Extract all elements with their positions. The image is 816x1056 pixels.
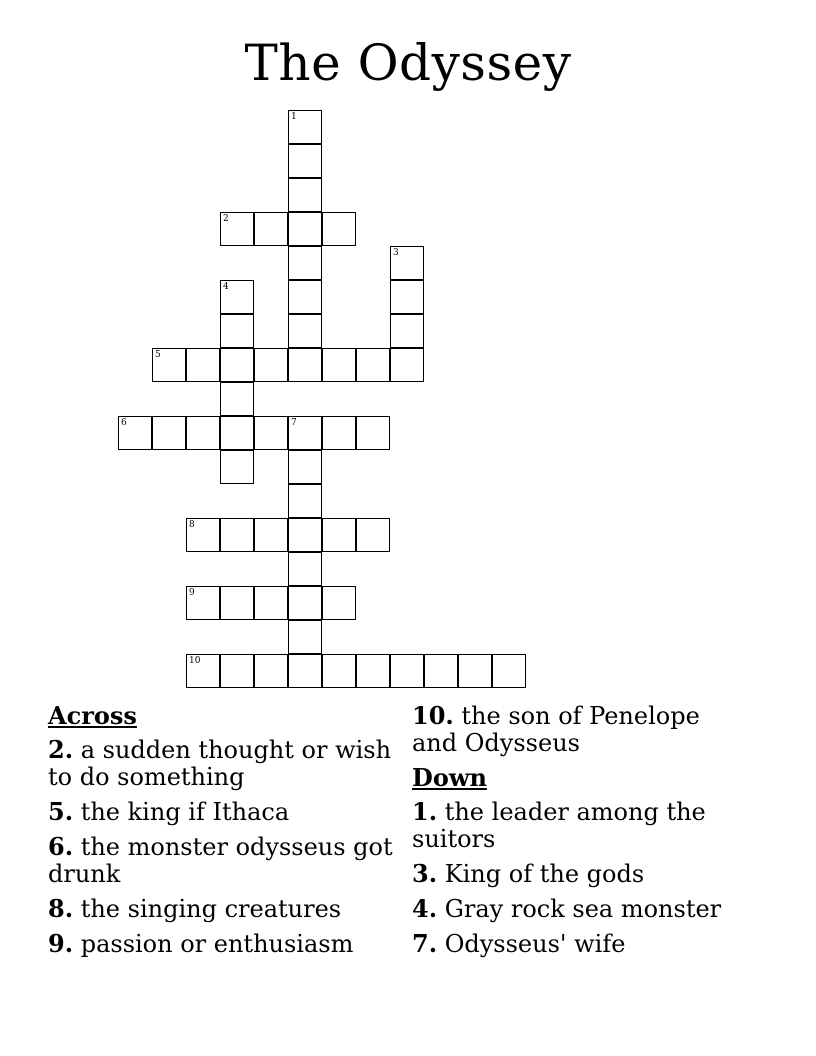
clue-number: 4.: [412, 894, 438, 923]
crossword-cell[interactable]: [288, 450, 322, 484]
crossword-cell[interactable]: [220, 518, 254, 552]
crossword-cell[interactable]: [254, 518, 288, 552]
clue-across-10: [412, 702, 742, 757]
crossword-cell[interactable]: [356, 654, 390, 688]
clue-number: 7.: [412, 929, 438, 958]
crossword-cell[interactable]: [288, 518, 322, 552]
clues-column-left: [48, 702, 398, 965]
clue-across-2: [48, 736, 398, 791]
crossword-cell[interactable]: [322, 212, 356, 246]
crossword-cell[interactable]: [492, 654, 526, 688]
crossword-cell[interactable]: [288, 416, 322, 450]
crossword-cell[interactable]: [186, 654, 220, 688]
crossword-cell[interactable]: [254, 586, 288, 620]
crossword-cell[interactable]: [288, 110, 322, 144]
crossword-cell[interactable]: [220, 654, 254, 688]
clue-text: a sudden thought or wish to do something: [48, 736, 392, 791]
clue-across-8: [48, 895, 398, 923]
crossword-cell[interactable]: [288, 178, 322, 212]
crossword-cell[interactable]: [254, 212, 288, 246]
crossword-cell[interactable]: [220, 212, 254, 246]
crossword-cell[interactable]: [254, 416, 288, 450]
crossword-cell[interactable]: [288, 552, 322, 586]
cell-number: 3: [393, 248, 399, 258]
cell-number: 2: [223, 214, 229, 224]
crossword-cell[interactable]: [288, 586, 322, 620]
clue-text: the leader among the suitors: [412, 798, 706, 853]
crossword-cell[interactable]: [186, 416, 220, 450]
down-heading: Down: [412, 763, 487, 792]
crossword-cell[interactable]: [186, 348, 220, 382]
clue-across-5: [48, 798, 398, 826]
crossword-cell[interactable]: [186, 518, 220, 552]
crossword-cell[interactable]: [390, 280, 424, 314]
clue-text: Gray rock sea monster: [444, 895, 722, 923]
clue-number: 9.: [48, 929, 74, 958]
cell-number: 7: [291, 418, 297, 428]
cell-number: 5: [155, 350, 161, 360]
crossword-cell[interactable]: [390, 654, 424, 688]
clue-text: the king if Ithaca: [80, 798, 290, 826]
crossword-cell[interactable]: [356, 518, 390, 552]
crossword-cell[interactable]: [254, 654, 288, 688]
crossword-cell[interactable]: [322, 654, 356, 688]
crossword-cell[interactable]: [288, 348, 322, 382]
crossword-cell[interactable]: [186, 586, 220, 620]
crossword-cell[interactable]: [356, 416, 390, 450]
crossword-cell[interactable]: [322, 348, 356, 382]
crossword-cell[interactable]: [288, 314, 322, 348]
crossword-cell[interactable]: [390, 246, 424, 280]
crossword-cell[interactable]: [220, 348, 254, 382]
clue-number: 2.: [48, 735, 74, 764]
clue-down-4: [412, 895, 742, 923]
cell-number: 4: [223, 282, 229, 292]
crossword-cell[interactable]: [220, 416, 254, 450]
clue-down-7: [412, 930, 742, 958]
clue-number: 1.: [412, 797, 438, 826]
clue-text: the singing creatures: [80, 895, 342, 923]
crossword-cell[interactable]: [220, 314, 254, 348]
crossword-cell[interactable]: [322, 416, 356, 450]
clue-number: 3.: [412, 859, 438, 888]
crossword-cell[interactable]: [152, 416, 186, 450]
crossword-cell[interactable]: [390, 314, 424, 348]
crossword-cell[interactable]: [288, 246, 322, 280]
clues-column-right: [412, 702, 742, 965]
clue-down-1: [412, 798, 742, 853]
puzzle-title: The Odyssey: [244, 34, 572, 92]
crossword-cell[interactable]: [288, 484, 322, 518]
crossword-cell[interactable]: [118, 416, 152, 450]
crossword-cell[interactable]: [288, 620, 322, 654]
clue-text: the son of Penelope and Odysseus: [412, 702, 700, 757]
clue-across-6: [48, 833, 398, 888]
crossword-cell[interactable]: [288, 144, 322, 178]
clue-number: 6.: [48, 832, 74, 861]
crossword-cell[interactable]: [322, 586, 356, 620]
crossword-cell[interactable]: [220, 280, 254, 314]
cell-number: 8: [189, 520, 195, 530]
clue-text: passion or enthusiasm: [80, 930, 354, 958]
crossword-cell[interactable]: [322, 518, 356, 552]
clue-text: the monster odysseus got drunk: [48, 833, 393, 888]
across-heading: Across: [48, 701, 137, 730]
cell-number: 1: [291, 112, 297, 122]
crossword-cell[interactable]: [220, 382, 254, 416]
crossword-cell[interactable]: [220, 450, 254, 484]
crossword-cell[interactable]: [288, 280, 322, 314]
cell-number: 9: [189, 588, 195, 598]
crossword-cell[interactable]: [254, 348, 288, 382]
clue-number: 10.: [412, 701, 454, 730]
crossword-cell[interactable]: [220, 586, 254, 620]
clue-across-9: [48, 930, 398, 958]
clue-text: King of the gods: [444, 860, 645, 888]
crossword-cell[interactable]: [152, 348, 186, 382]
crossword-cell[interactable]: [390, 348, 424, 382]
crossword-cell[interactable]: [288, 212, 322, 246]
crossword-cell[interactable]: [458, 654, 492, 688]
clue-number: 8.: [48, 894, 74, 923]
crossword-cell[interactable]: [424, 654, 458, 688]
cell-number: 6: [121, 418, 127, 428]
cell-number: 10: [189, 656, 201, 666]
crossword-cell[interactable]: [356, 348, 390, 382]
clue-text: Odysseus' wife: [444, 930, 626, 958]
clue-number: 5.: [48, 797, 74, 826]
clue-down-3: [412, 860, 742, 888]
crossword-cell[interactable]: [288, 654, 322, 688]
